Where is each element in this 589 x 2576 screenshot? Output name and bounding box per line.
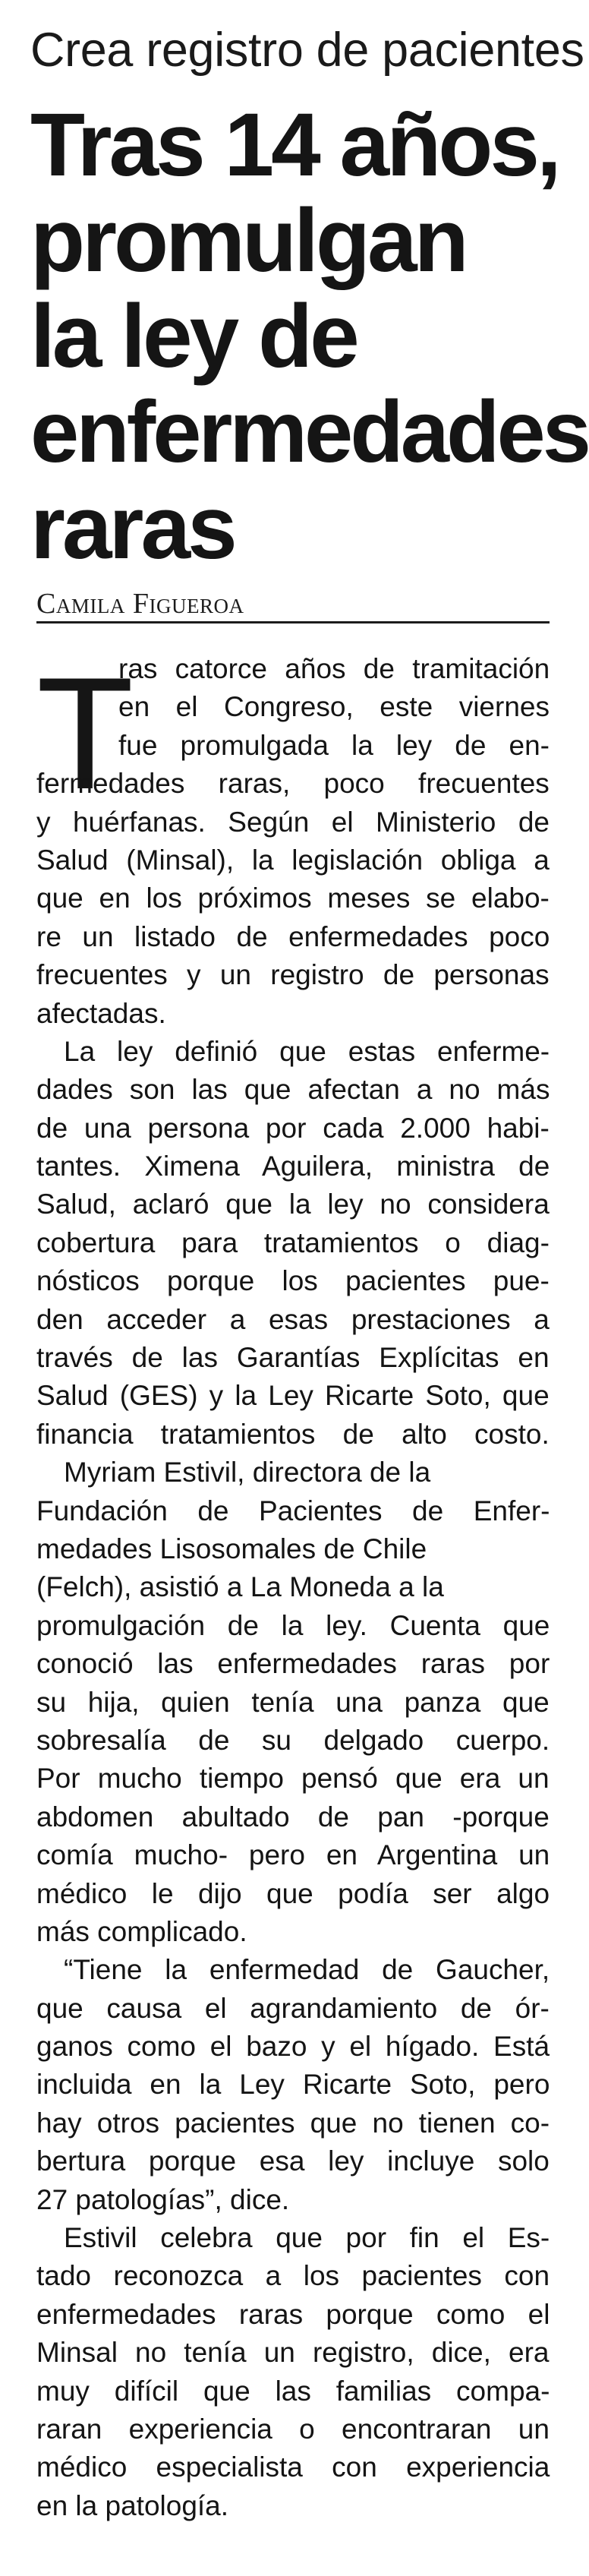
- body-line: nósticos porque los pacientes pue-: [36, 1265, 550, 1297]
- body-line: Minsal no tenía un registro, dice, era: [36, 2337, 550, 2369]
- drop-cap: T: [36, 644, 134, 822]
- body-line: abdomen abultado de pan -porque: [36, 1801, 550, 1833]
- body-line: Salud, aclaró que la ley no considera: [36, 1189, 550, 1220]
- body-line: tantes. Ximena Aguilera, ministra de: [36, 1151, 550, 1182]
- body-line: enfermedades raras porque como el: [36, 2298, 550, 2330]
- body-line: afectadas.: [36, 997, 166, 1029]
- body-line: ras catorce años de tramitación: [118, 653, 550, 684]
- body-line: La ley definió que estas enferme-: [64, 1035, 550, 1067]
- body-line: Myriam Estivil, directora de la: [64, 1457, 431, 1488]
- headline-line: raras: [30, 478, 235, 578]
- body-line: fue promulgada la ley de en-: [118, 729, 550, 761]
- body-line: médico especialista con experiencia: [36, 2451, 550, 2483]
- body-line: fermedades raras, poco frecuentes: [36, 768, 550, 800]
- body-line: de una persona por cada 2.000 habi-: [36, 1112, 550, 1144]
- body-line: den acceder a esas prestaciones a: [36, 1303, 550, 1335]
- body-line: través de las Garantías Explícitas en: [36, 1342, 550, 1374]
- byline-rule: [36, 586, 550, 623]
- body-line: bertura porque esa ley incluye solo: [36, 2145, 550, 2177]
- body-line: comía mucho- pero en Argentina un: [36, 1839, 550, 1871]
- body-line: re un listado de enfermedades poco: [36, 920, 550, 952]
- body-line: hay otros pacientes que no tienen co-: [36, 2107, 550, 2139]
- body-line: cobertura para tratamientos o diag-: [36, 1226, 550, 1258]
- body-line: Salud (GES) y la Ley Ricarte Soto, que: [36, 1380, 550, 1412]
- body-line: ganos como el bazo y el hígado. Está: [36, 2031, 550, 2063]
- body-line: muy difícil que las familias compa-: [36, 2375, 550, 2407]
- body-line: Estivil celebra que por fin el Es-: [64, 2222, 550, 2254]
- headline-line: Tras 14 años,: [30, 95, 559, 195]
- body-line: Salud (Minsal), la legislación obliga a: [36, 844, 550, 876]
- kicker: Crea registro de pacientes: [30, 24, 584, 77]
- body-line: que causa el agrandamiento de ór-: [36, 1992, 550, 2024]
- body-line: “Tiene la enfermedad de Gaucher,: [64, 1954, 550, 1986]
- headline-line: la ley de: [30, 286, 357, 387]
- body-line: y huérfanas. Según el Ministerio de: [36, 806, 550, 838]
- body-line: conoció las enfermedades raras por: [36, 1648, 550, 1680]
- body-line: sobresalía de su delgado cuerpo.: [36, 1724, 550, 1756]
- body-line: (Felch), asistió a La Moneda a la: [36, 1571, 444, 1603]
- body-line: más complicado.: [36, 1915, 247, 1947]
- body-line: tado reconozca a los pacientes con: [36, 2260, 550, 2292]
- body-line: que en los próximos meses se elabo-: [36, 882, 550, 914]
- body-line: Por mucho tiempo pensó que era un: [36, 1763, 550, 1795]
- body-line: incluida en la Ley Ricarte Soto, pero: [36, 2069, 550, 2101]
- headline: [30, 97, 589, 576]
- body-line: financia tratamientos de alto costo.: [36, 1418, 550, 1450]
- body-line: 27 patologías”, dice.: [36, 2183, 290, 2215]
- body-line: medades Lisosomales de Chile: [36, 1533, 427, 1564]
- article-body: [36, 644, 550, 2525]
- body-line: Fundación de Pacientes de Enfer-: [36, 1495, 550, 1526]
- headline-line: enfermedades: [30, 383, 588, 481]
- body-line: frecuentes y un registro de personas: [36, 959, 550, 991]
- body-line: en la patología.: [36, 2489, 229, 2521]
- body-line: raran experiencia o encontraran un: [36, 2413, 550, 2445]
- body-line: en el Congreso, este viernes: [118, 691, 550, 723]
- body-line: dades son las que afectan a no más: [36, 1074, 550, 1106]
- byline: Camila Figueroa: [36, 588, 244, 620]
- body-line: médico le dijo que podía ser algo: [36, 1877, 550, 1909]
- body-line: su hija, quien tenía una panza que: [36, 1686, 550, 1718]
- headline-line: promulgan: [30, 191, 466, 291]
- body-line: promulgación de la ley. Cuenta que: [36, 1609, 550, 1641]
